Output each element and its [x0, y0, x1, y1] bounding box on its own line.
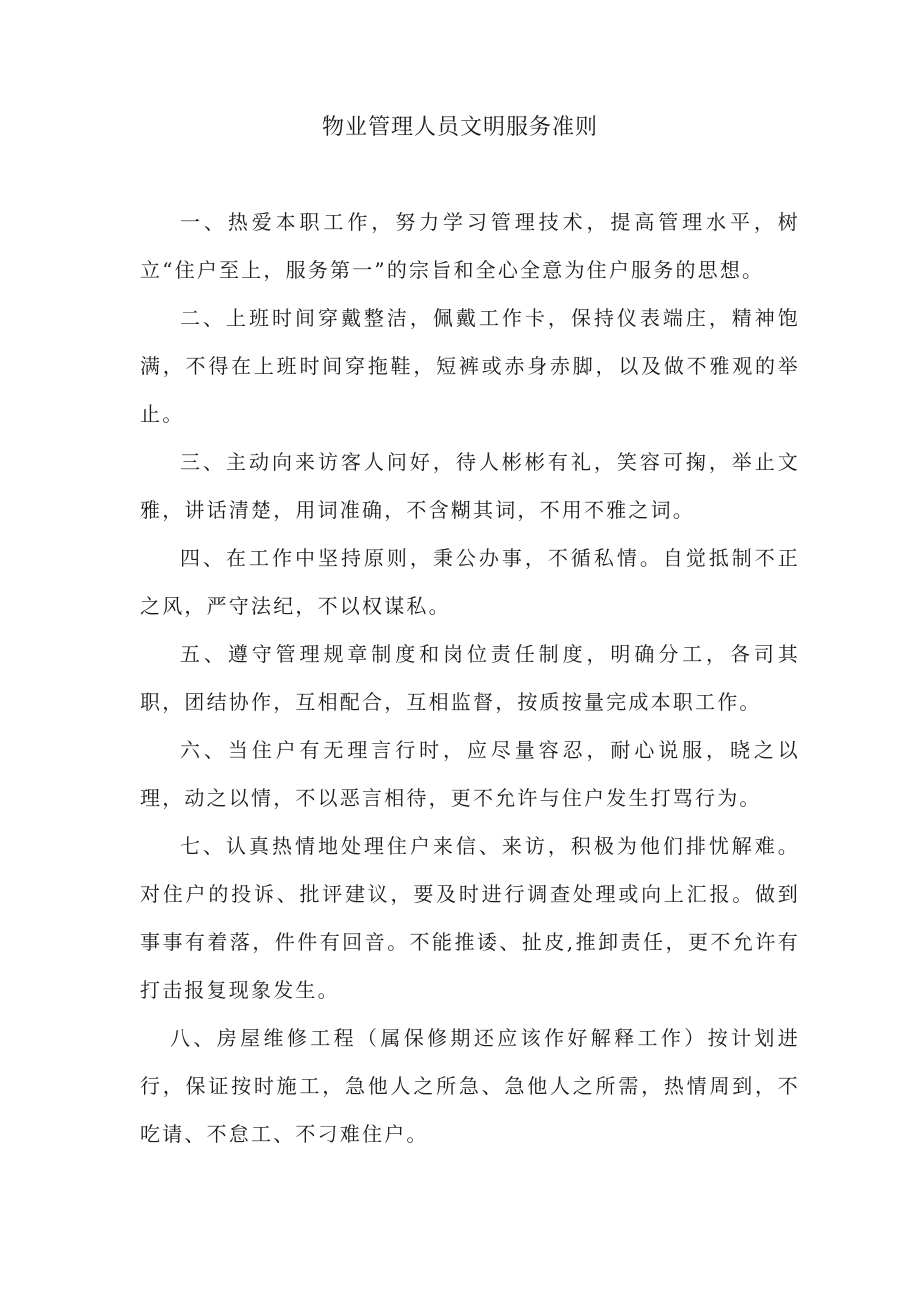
paragraph-6: 六、当住户有无理言行时，应尽量容忍，耐心说服，晓之以理，动之以情，不以恶言相待，更不允许与住户发生打骂行为。 [140, 738, 800, 810]
paragraph-2: 二、上班时间穿戴整洁，佩戴工作卡，保持仪表端庄，精神饱满，不得在上班时间穿拖鞋，短裤或赤身赤脚，以及做不雅观的举止。 [140, 306, 800, 426]
page-title: 物业管理人员文明服务准则 [321, 115, 598, 140]
paragraph-3: 三、主动向来访客人问好，待人彬彬有礼，笑容可掬，举止文雅，讲话清楚，用词准确，不含糊其词，不用不雅之词。 [140, 450, 800, 522]
paragraph-8: 八、房屋维修工程（属保修期还应该作好解释工作）按计划进行，保证按时施工，急他人之所急、急他人之所需，热情周到，不吃请、不怠工、不刁难住户。 [140, 1026, 800, 1146]
paragraph-7: 七、认真热情地处理住户来信、来访，积极为他们排忧解难。对住户的投诉、批评建议，要及时进行调查处理或向上汇报。做到事事有着落，件件有回音。不能推诿、扯皮,推卸责任，更不允许有打击报复现象发生。 [140, 834, 800, 1002]
paragraph-4: 四、在工作中坚持原则，秉公办事，不循私情。自觉抵制不正之风，严守法纪，不以权谋私。 [140, 546, 800, 618]
document-body [140, 198, 800, 1158]
paragraph-1: 一、热爱本职工作，努力学习管理技术，提高管理水平，树立“住户至上，服务第一”的宗旨和全心全意为住户服务的思想。 [140, 210, 800, 282]
paragraph-5: 五、遵守管理规章制度和岗位责任制度，明确分工，各司其职，团结协作，互相配合，互相监督，按质按量完成本职工作。 [140, 642, 800, 714]
